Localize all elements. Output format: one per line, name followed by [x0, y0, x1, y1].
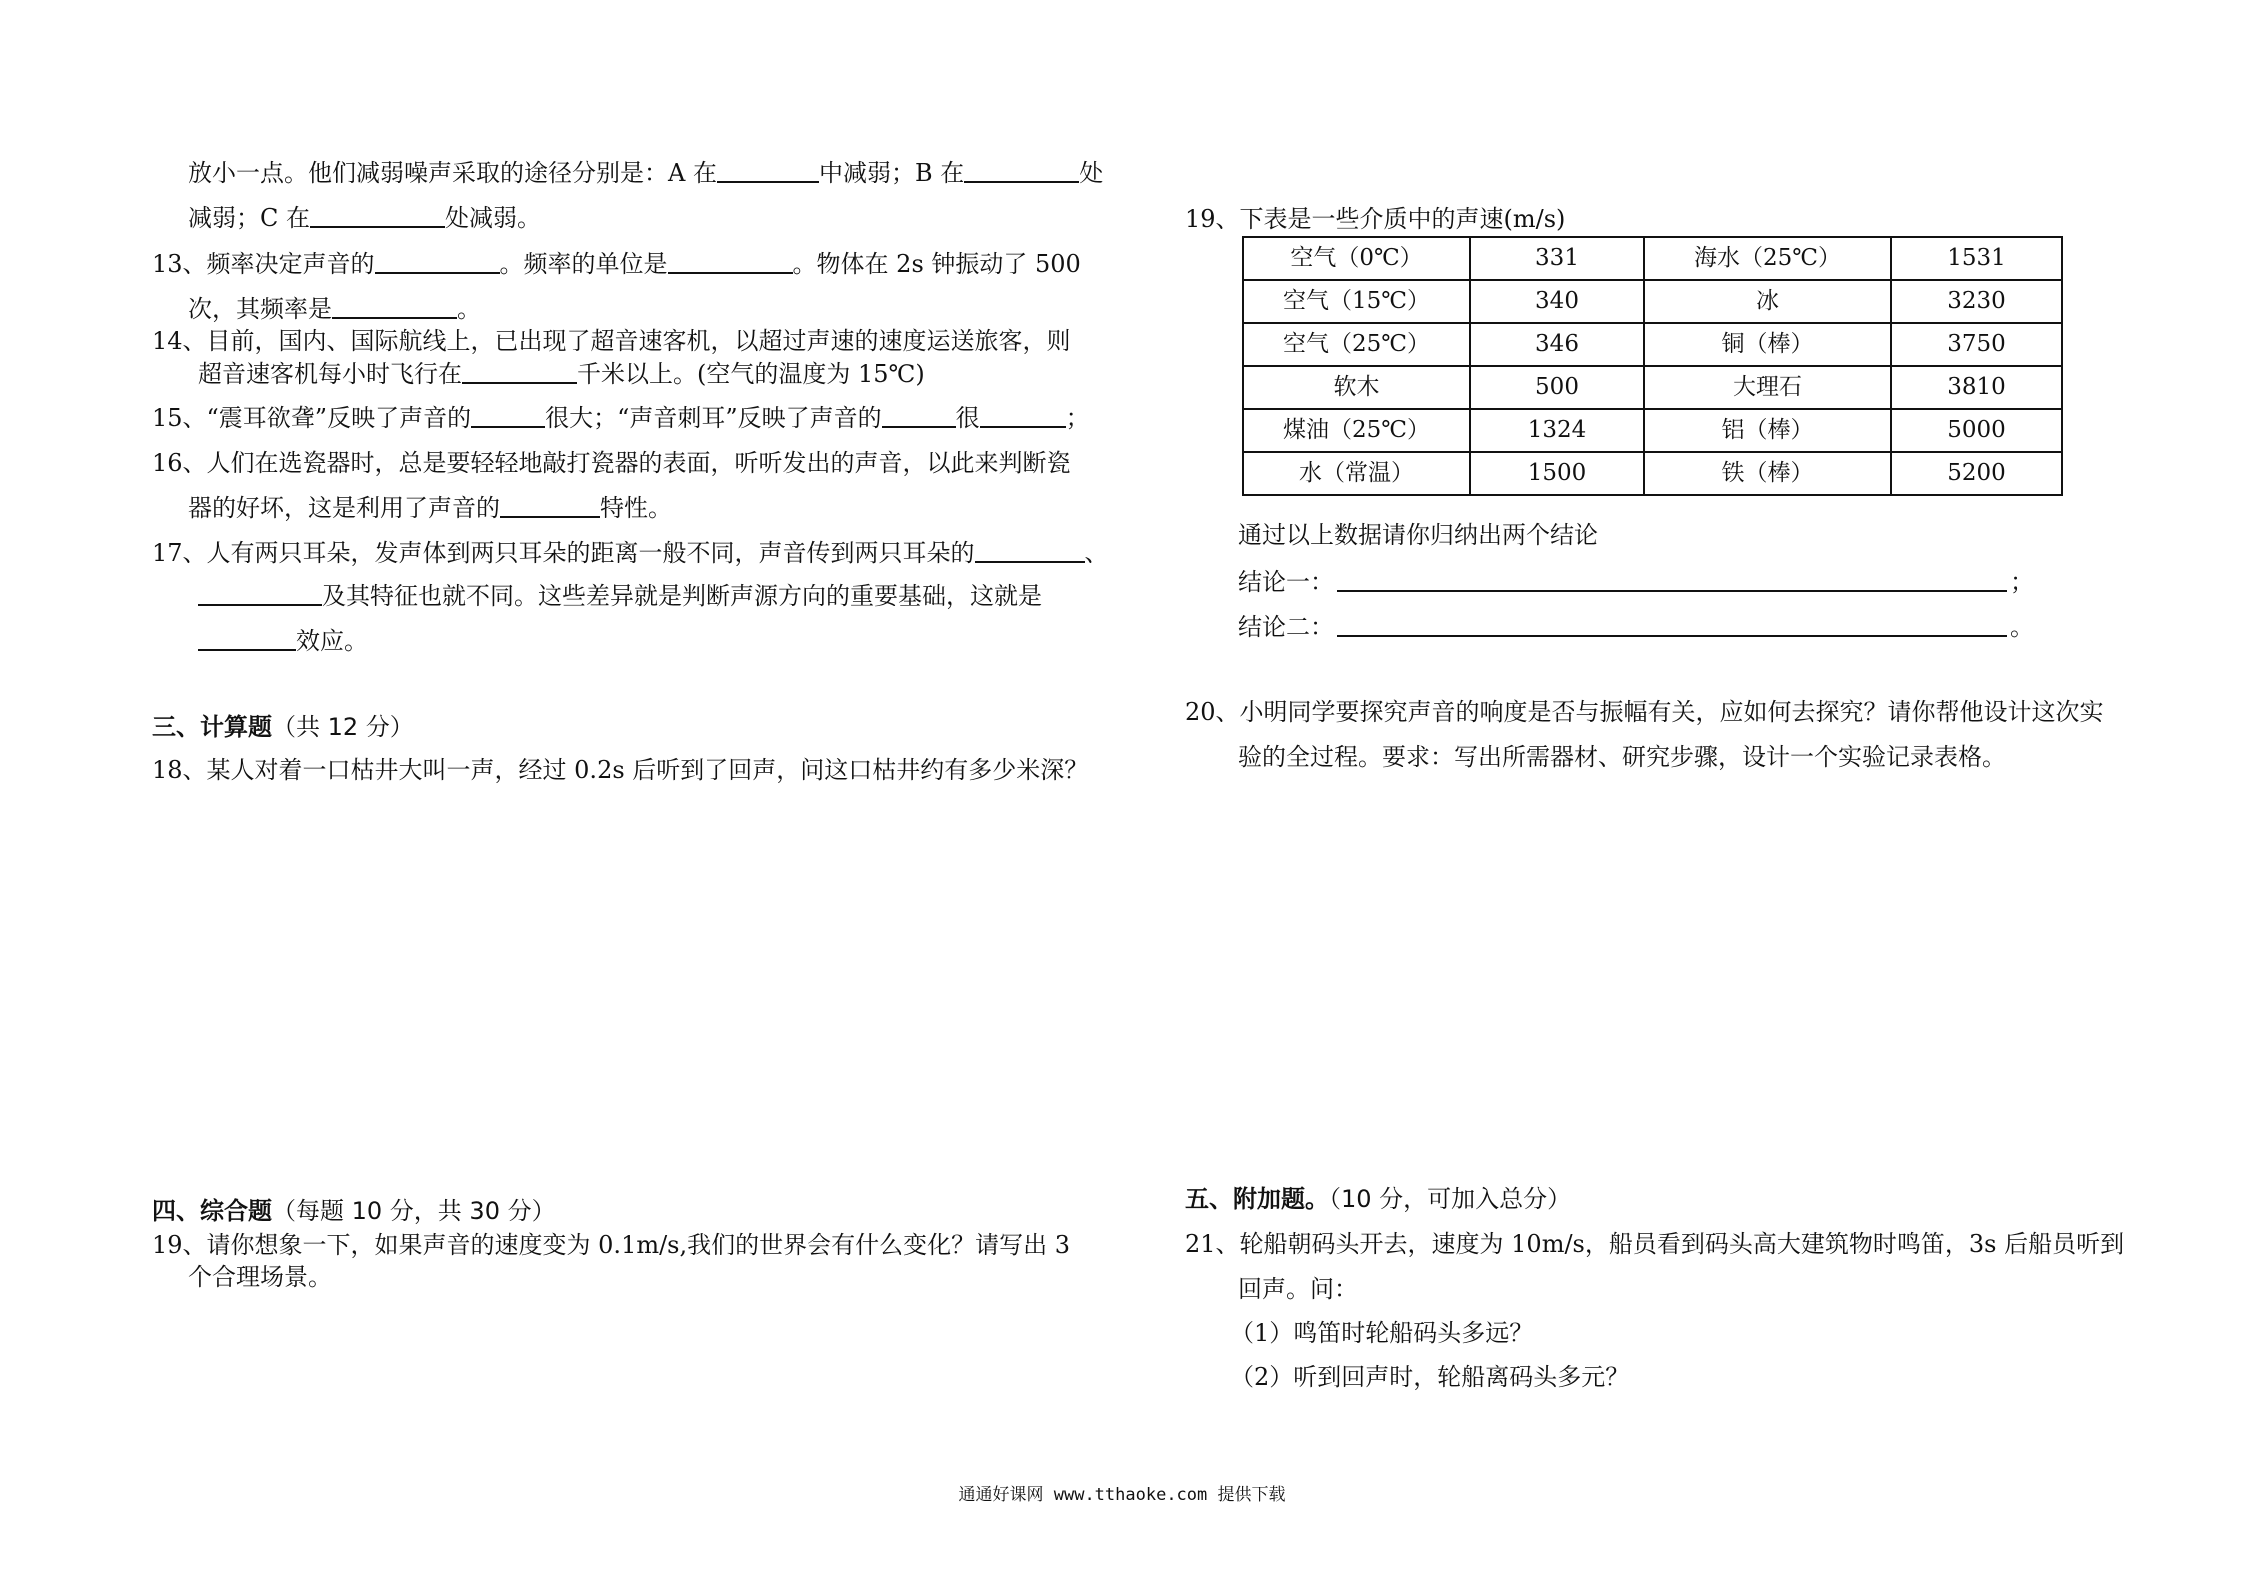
medium-cell: 铜（棒） [1644, 323, 1891, 366]
q13-line1: 13、频率决定声音的 。频率的单位是 。物体在 2s 钟振动了 500 [152, 250, 1081, 278]
table-row [1243, 237, 2062, 280]
q14-line1: 14、目前，国内、国际航线上，已出现了超音速客机，以超过声速的速度运送旅客，则 [152, 327, 1071, 355]
conclusion-prompt: 通过以上数据请你归纳出两个结论 [1238, 521, 1598, 549]
q12-line1: 放小一点。他们减弱噪声采取的途径分别是：A 在 中减弱；B 在 处 [188, 159, 1104, 187]
medium-cell: 铁（棒） [1644, 452, 1891, 495]
q16-line2: 器的好坏，这是利用了声音的 特性。 [188, 494, 672, 522]
q21-part1: （1）鸣笛时轮船码头多远？ [1230, 1319, 1534, 1347]
speed-cell: 346 [1470, 323, 1644, 366]
section-4-heading: 四、综合题（每题 10 分，共 30 分） [152, 1197, 556, 1225]
conclusion-1-label: 结论一： [1238, 568, 1334, 596]
answer-blank[interactable] [198, 625, 296, 651]
medium-cell: 软木 [1243, 366, 1470, 409]
q14-line2: 超音速客机每小时飞行在 千米以上。(空气的温度为 15℃) [198, 360, 925, 388]
speed-cell: 5200 [1891, 452, 2062, 495]
answer-blank[interactable] [462, 358, 577, 384]
speed-cell: 340 [1470, 280, 1644, 323]
q15: 15、“震耳欲聋”反映了声音的 很大；“声音刺耳”反映了声音的 很 ； [152, 404, 1090, 432]
section-3-heading: 三、计算题（共 12 分） [152, 713, 414, 741]
table-row [1243, 323, 2062, 366]
q19a-line1: 19、请你想象一下，如果声音的速度变为 0.1m/s,我们的世界会有什么变化？请写出 3 [152, 1231, 1071, 1259]
q17-line1: 17、人有两只耳朵，发声体到两只耳朵的距离一般不同，声音传到两只耳朵的 、 [152, 539, 1109, 567]
q21-part2: （2）听到回声时，轮船离码头多元？ [1230, 1363, 1630, 1391]
answer-blank[interactable] [471, 402, 545, 428]
footer-credit: 通通好课网 www.tthaoke.com 提供下载 [958, 1485, 1286, 1505]
conclusion-2-answer-line[interactable] [1337, 635, 2007, 637]
conclusion-1-answer-line[interactable] [1337, 590, 2007, 592]
q17-line3: 效应。 [198, 625, 368, 656]
q16-line1: 16、人们在选瓷器时，总是要轻轻地敲打瓷器的表面，听听发出的声音，以此来判断瓷 [152, 449, 1071, 477]
q18: 18、某人对着一口枯井大叫一声，经过 0.2s 后听到了回声，问这口枯井约有多少米深？ [152, 756, 1089, 784]
answer-blank[interactable] [668, 248, 793, 274]
medium-cell: 煤油（25℃） [1243, 409, 1470, 452]
answer-blank[interactable] [975, 537, 1085, 563]
medium-cell: 大理石 [1644, 366, 1891, 409]
speed-cell: 1324 [1470, 409, 1644, 452]
speed-cell: 3810 [1891, 366, 2062, 409]
answer-blank[interactable] [332, 293, 457, 319]
q19b-title: 19、下表是一些介质中的声速(m/s) [1185, 205, 1566, 233]
answer-blank[interactable] [964, 157, 1079, 183]
speed-cell: 1531 [1891, 237, 2062, 280]
q21-line1: 21、轮船朝码头开去，速度为 10m/s，船员看到码头高大建筑物时鸣笛，3s 后船员听到 [1185, 1230, 2125, 1258]
conclusion-2-label: 结论二： [1238, 613, 1334, 641]
answer-blank[interactable] [375, 248, 500, 274]
answer-blank[interactable] [980, 402, 1066, 428]
answer-blank[interactable] [717, 157, 819, 183]
conclusion-1-end: ； [2010, 568, 2034, 596]
q20-line2: 验的全过程。要求：写出所需器材、研究步骤，设计一个实验记录表格。 [1238, 743, 2006, 771]
q20-line1: 20、小明同学要探究声音的响度是否与振幅有关，应如何去探究？请你帮他设计这次实 [1185, 698, 2104, 726]
speed-cell: 5000 [1891, 409, 2062, 452]
medium-cell: 空气（0℃） [1243, 237, 1470, 280]
table-row [1243, 366, 2062, 409]
speed-cell: 500 [1470, 366, 1644, 409]
answer-blank[interactable] [882, 402, 956, 428]
medium-cell: 空气（15℃） [1243, 280, 1470, 323]
q21-line2: 回声。问： [1238, 1275, 1358, 1303]
medium-cell: 海水（25℃） [1644, 237, 1891, 280]
table-row [1243, 452, 2062, 495]
table-row [1243, 280, 2062, 323]
medium-cell: 水（常温） [1243, 452, 1470, 495]
table-row [1243, 409, 2062, 452]
medium-cell: 铝（棒） [1644, 409, 1891, 452]
section-5-heading: 五、附加题。（10 分，可加入总分） [1185, 1185, 1572, 1213]
q17-line2: 及其特征也就不同。这些差异就是判断声源方向的重要基础，这就是 [198, 580, 1042, 611]
answer-blank[interactable] [310, 202, 445, 228]
answer-blank[interactable] [198, 580, 322, 606]
sound-speed-table [1242, 236, 2063, 496]
speed-cell: 3750 [1891, 323, 2062, 366]
q12-line2: 减弱；C 在 处减弱。 [188, 204, 541, 232]
q13-line2: 次，其频率是 。 [188, 295, 481, 323]
medium-cell: 冰 [1644, 280, 1891, 323]
sound-speed-table-body [1243, 237, 2062, 495]
medium-cell: 空气（25℃） [1243, 323, 1470, 366]
speed-cell: 331 [1470, 237, 1644, 280]
speed-cell: 3230 [1891, 280, 2062, 323]
answer-blank[interactable] [500, 492, 600, 518]
conclusion-2-end: 。 [2010, 613, 2034, 641]
q19a-line2: 个合理场景。 [188, 1263, 332, 1291]
speed-cell: 1500 [1470, 452, 1644, 495]
